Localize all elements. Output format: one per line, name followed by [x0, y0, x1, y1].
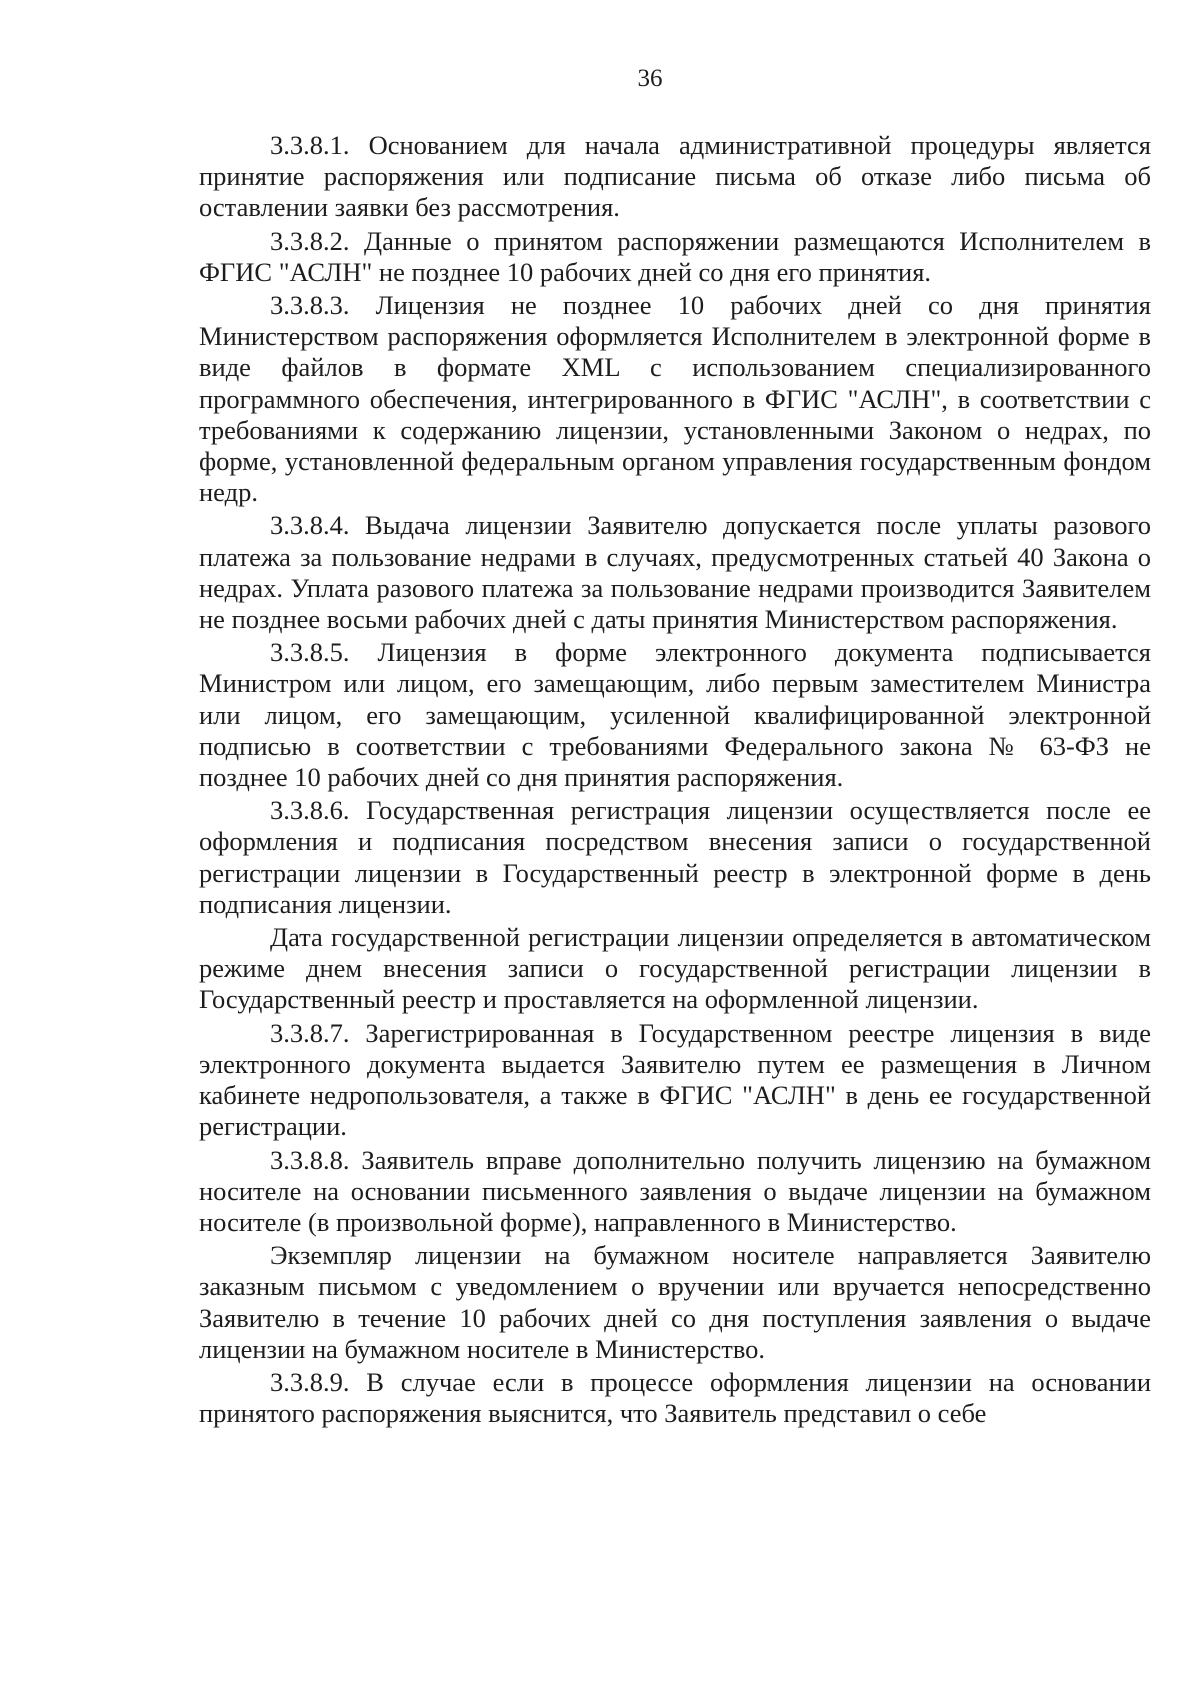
paragraph-registration-date: Дата государственной регистрации лицензии определяется в автоматическом режиме днем внесения записи о государственной регистрации лицензии в Государственный реестр и проставляется на оформленной лицензии.: [199, 922, 1151, 1015]
paragraph-3-3-8-6: 3.3.8.6. Государственная регистрация лицензии осуществляется после ее оформления и подписания посредством внесения записи о государственной регистрации лицензии в Государственный реестр в электронной форме в день подписания лицензии.: [199, 795, 1151, 919]
paragraph-3-3-8-1: 3.3.8.1. Основанием для начала административной процедуры является принятие распоряжения или подписание письма об отказе либо письма об оставлении заявки без рассмотрения.: [199, 130, 1151, 223]
paragraph-3-3-8-9: 3.3.8.9. В случае если в процессе оформления лицензии на основании принятого распоряжения выяснится, что Заявитель представил о себе: [199, 1366, 1151, 1429]
page-number: 36: [637, 65, 663, 92]
paragraph-3-3-8-5: 3.3.8.5. Лицензия в форме электронного документа подписывается Министром или лицом, его замещающим, либо первым заместителем Министра или лицом, его замещающим, усиленной квалифицированной электронной подписью в соответствии с требованиями Федерального закона № 63-ФЗ не позднее 10 рабочих дней со дня принятия распоряжения.: [199, 637, 1151, 793]
document-body: [199, 130, 1151, 1431]
paragraph-3-3-8-2: 3.3.8.2. Данные о принятом распоряжении размещаются Исполнителем в ФГИС "АСЛН" не позднее 10 рабочих дней со дня его принятия.: [199, 225, 1151, 287]
paragraph-paper-copy: Экземпляр лицензии на бумажном носителе направляется Заявителю заказным письмом с уведомлением о вручении или вручается непосредственно Заявителю в течение 10 рабочих дней со дня поступления заявления о выдаче лицензии на бумажном носителе в Министерство.: [199, 1240, 1151, 1364]
paragraph-3-3-8-3: 3.3.8.3. Лицензия не позднее 10 рабочих дней со дня принятия Министерством распоряжения оформляется Исполнителем в электронной форме в виде файлов в формате XML с использованием специализированного программного обеспечения, интегрированного в ФГИС "АСЛН", в соответствии с требованиями к содержанию лицензии, установленными Законом о недрах, по форме, установленной федеральным органом управления государственным фондом недр.: [199, 290, 1151, 508]
paragraph-3-3-8-8: 3.3.8.8. Заявитель вправе дополнительно получить лицензию на бумажном носителе на основании письменного заявления о выдаче лицензии на бумажном носителе (в произвольной форме), направленного в Министерство.: [199, 1144, 1151, 1237]
paragraph-3-3-8-7: 3.3.8.7. Зарегистрированная в Государственном реестре лицензия в виде электронного документа выдается Заявителю путем ее размещения в Личном кабинете недропользователя, а также в ФГИС "АСЛН" в день ее государственной регистрации.: [199, 1017, 1151, 1142]
paragraph-3-3-8-4: 3.3.8.4. Выдача лицензии Заявителю допускается после уплаты разового платежа за пользование недрами в случаях, предусмотренных статьей 40 Закона о недрах. Уплата разового платежа за пользование недрами производится Заявителем не позднее восьми рабочих дней с даты принятия Министерством распоряжения.: [199, 510, 1151, 635]
